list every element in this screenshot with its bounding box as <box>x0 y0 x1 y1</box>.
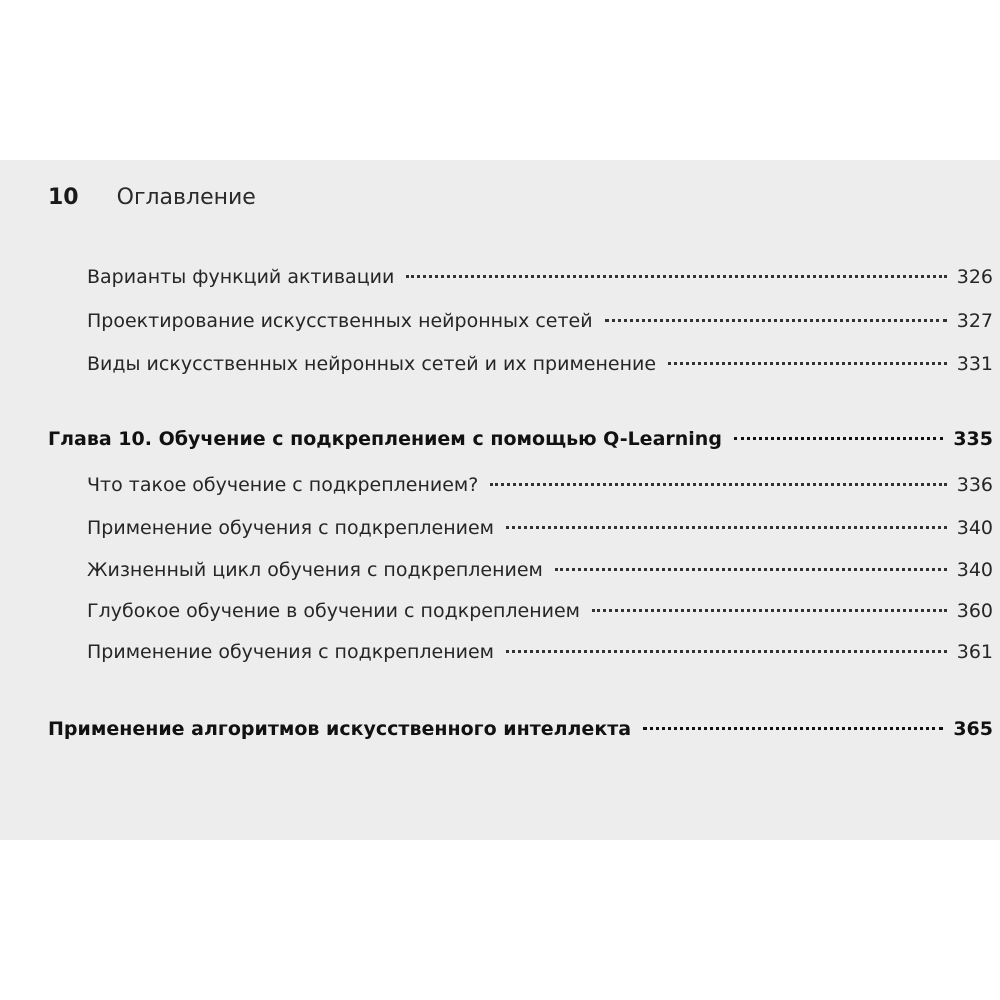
running-header <box>48 180 256 214</box>
toc-entry-title: Глубокое обучение в обучении с подкреплением <box>87 600 580 622</box>
toc-entry-title: Варианты функций активации <box>87 266 395 288</box>
toc-entry-title: Проектирование искусственных нейронных сетей <box>87 310 593 332</box>
dot-leader <box>406 275 946 278</box>
toc-entry-page: 336 <box>956 474 993 496</box>
dot-leader <box>506 650 947 653</box>
toc-entry <box>87 641 993 673</box>
toc-entry <box>87 517 993 549</box>
toc-entry-page: 361 <box>956 641 993 663</box>
toc-entry-page: 340 <box>956 559 993 581</box>
toc-chapter-entry <box>48 428 993 460</box>
page-number: 10 <box>48 184 79 210</box>
toc-entry-page: 340 <box>956 517 993 539</box>
dot-leader <box>734 437 943 440</box>
toc-entry-page: 360 <box>956 600 993 622</box>
toc-part-entry <box>48 718 993 750</box>
toc-chapter-page: 335 <box>953 428 993 450</box>
toc-entry-page: 326 <box>956 266 993 288</box>
section-name: Оглавление <box>116 184 256 210</box>
toc-entry-title: Жизненный цикл обучения с подкреплением <box>87 559 543 581</box>
dot-leader <box>506 526 947 529</box>
toc-entry-page: 331 <box>956 353 993 375</box>
dot-leader <box>643 727 943 730</box>
dot-leader <box>490 483 946 486</box>
dot-leader <box>668 362 947 365</box>
toc-entry <box>87 474 993 506</box>
toc-entry-title: Применение обучения с подкреплением <box>87 517 495 539</box>
toc-entry-page: 327 <box>956 310 993 332</box>
dot-leader <box>592 609 947 612</box>
toc-part-page: 365 <box>953 718 993 740</box>
toc-entry-title: Виды искусственных нейронных сетей и их применение <box>87 353 657 375</box>
dot-leader <box>555 568 947 571</box>
toc-chapter-title: Глава 10. Обучение с подкреплением с помощью Q-Learning <box>48 428 722 450</box>
toc-entry-title: Что такое обучение с подкреплением? <box>87 474 479 496</box>
toc-entry-title: Применение обучения с подкреплением <box>87 641 495 663</box>
toc-entry <box>87 353 993 385</box>
toc-entry <box>87 310 993 342</box>
toc-entry <box>87 559 993 591</box>
dot-leader <box>605 319 947 322</box>
toc-entry <box>87 266 993 298</box>
toc-entry <box>87 600 993 632</box>
toc-part-title: Применение алгоритмов искусственного интеллекта <box>48 718 632 740</box>
book-page <box>0 160 1000 840</box>
